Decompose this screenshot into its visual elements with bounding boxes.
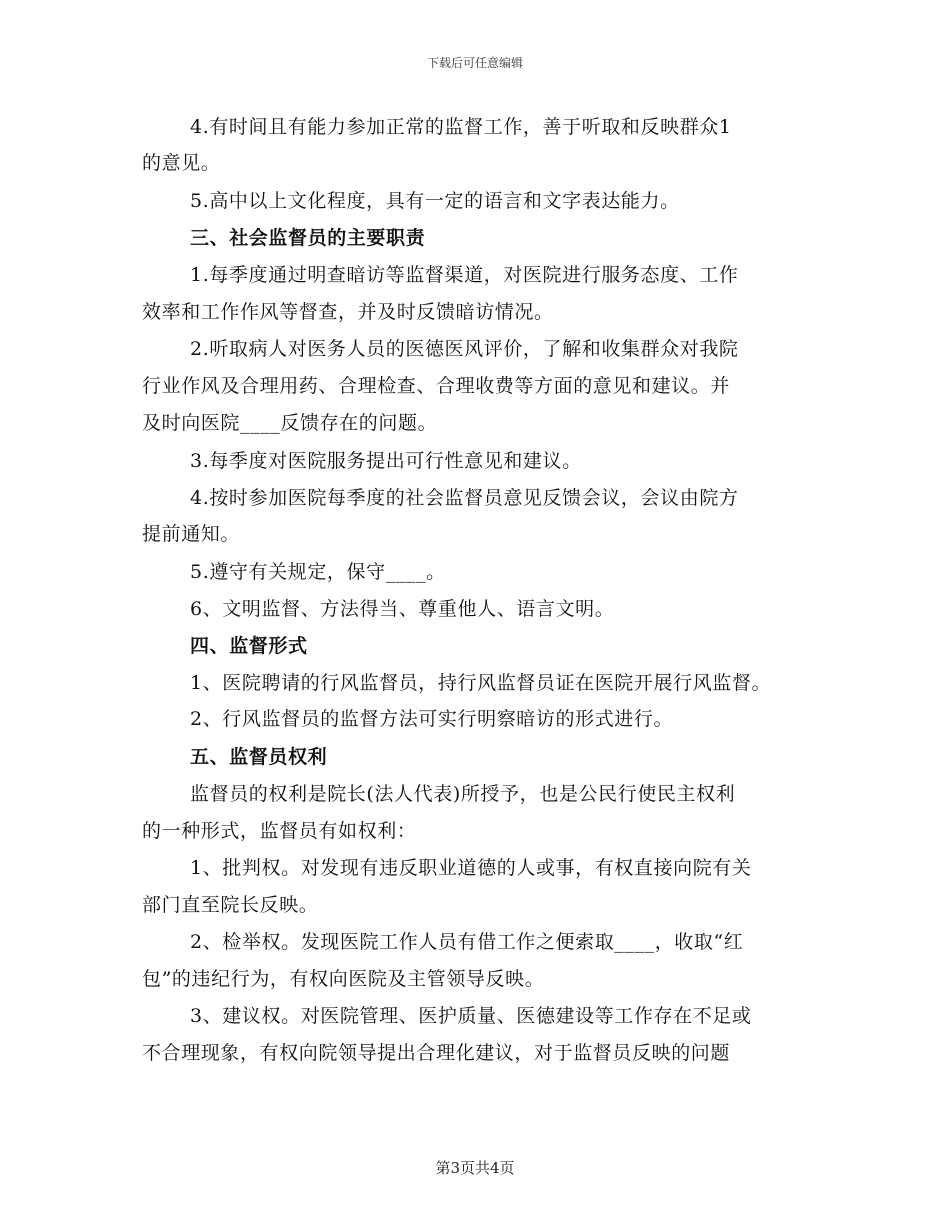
body-line: 2、检举权。发现医院工作人员有借工作之便索取____，收取“红 [190, 931, 744, 953]
body-line: 2.听取病人对医务人员的医德医风评价，了解和收集群众对我院 [190, 338, 739, 360]
page-header: 下载后可任意编辑 [426, 56, 523, 70]
body-line: 不合理现象，有权向院领导提出合理化建议，对于监督员反映的问题 [142, 1042, 731, 1064]
body-line: 包”的违纪行为，有权向医院及主管领导反映。 [142, 968, 545, 990]
body-line: 效率和工作作风等督查，并及时反馈暗访情况。 [142, 301, 554, 323]
page-footer: 第3页共4页 [435, 1159, 515, 1177]
body-line: 5.遵守有关规定，保守____。 [190, 561, 446, 583]
body-line: 及时向医院____反馈存在的问题。 [142, 412, 438, 434]
body-line: 3、建议权。对医院管理、医护质量、医德建设等工作存在不足或 [190, 1005, 752, 1027]
body-line: 部门直至院长反映。 [142, 894, 319, 916]
body-line: 提前通知。 [142, 523, 241, 545]
body-line: 3.每季度对医院服务提出可行性意见和建议。 [190, 450, 582, 472]
body-line: 1.每季度通过明查暗访等监督渠道，对医院进行服务态度、工作 [190, 264, 739, 286]
body-line: 监督员的权利是院长(法人代表)所授予，也是公民行使民主权利 [190, 783, 736, 805]
body-line: 2、行风监督员的监督方法可实行明察暗访的形式进行。 [190, 708, 674, 730]
section-heading: 三、社会监督员的主要职责 [190, 227, 426, 249]
body-line: 1、医院聘请的行风监督员，持行风监督员证在医院开展行风监督。 [190, 672, 772, 694]
section-heading: 五、监督员权利 [190, 746, 328, 768]
section-heading: 四、监督形式 [190, 635, 308, 657]
body-line: 的一种形式，监督员有如权利： [142, 820, 417, 842]
body-line: 的意见。 [142, 152, 221, 174]
body-line: 4.按时参加医院每季度的社会监督员意见反馈会议，会议由院方 [190, 487, 739, 509]
body-line: 1、批判权。对发现有违反职业道德的人或事，有权直接向院有关 [190, 857, 752, 879]
body-line: 行业作风及合理用药、合理检查、合理收费等方面的意见和建议。并 [142, 375, 731, 397]
body-line: 5.高中以上文化程度，具有一定的语言和文字表达能力。 [190, 190, 680, 212]
body-line: 4.有时间且有能力参加正常的监督工作，善于听取和反映群众1 [190, 116, 732, 138]
body-line: 6、文明监督、方法得当、尊重他人、语言文明。 [190, 598, 615, 620]
